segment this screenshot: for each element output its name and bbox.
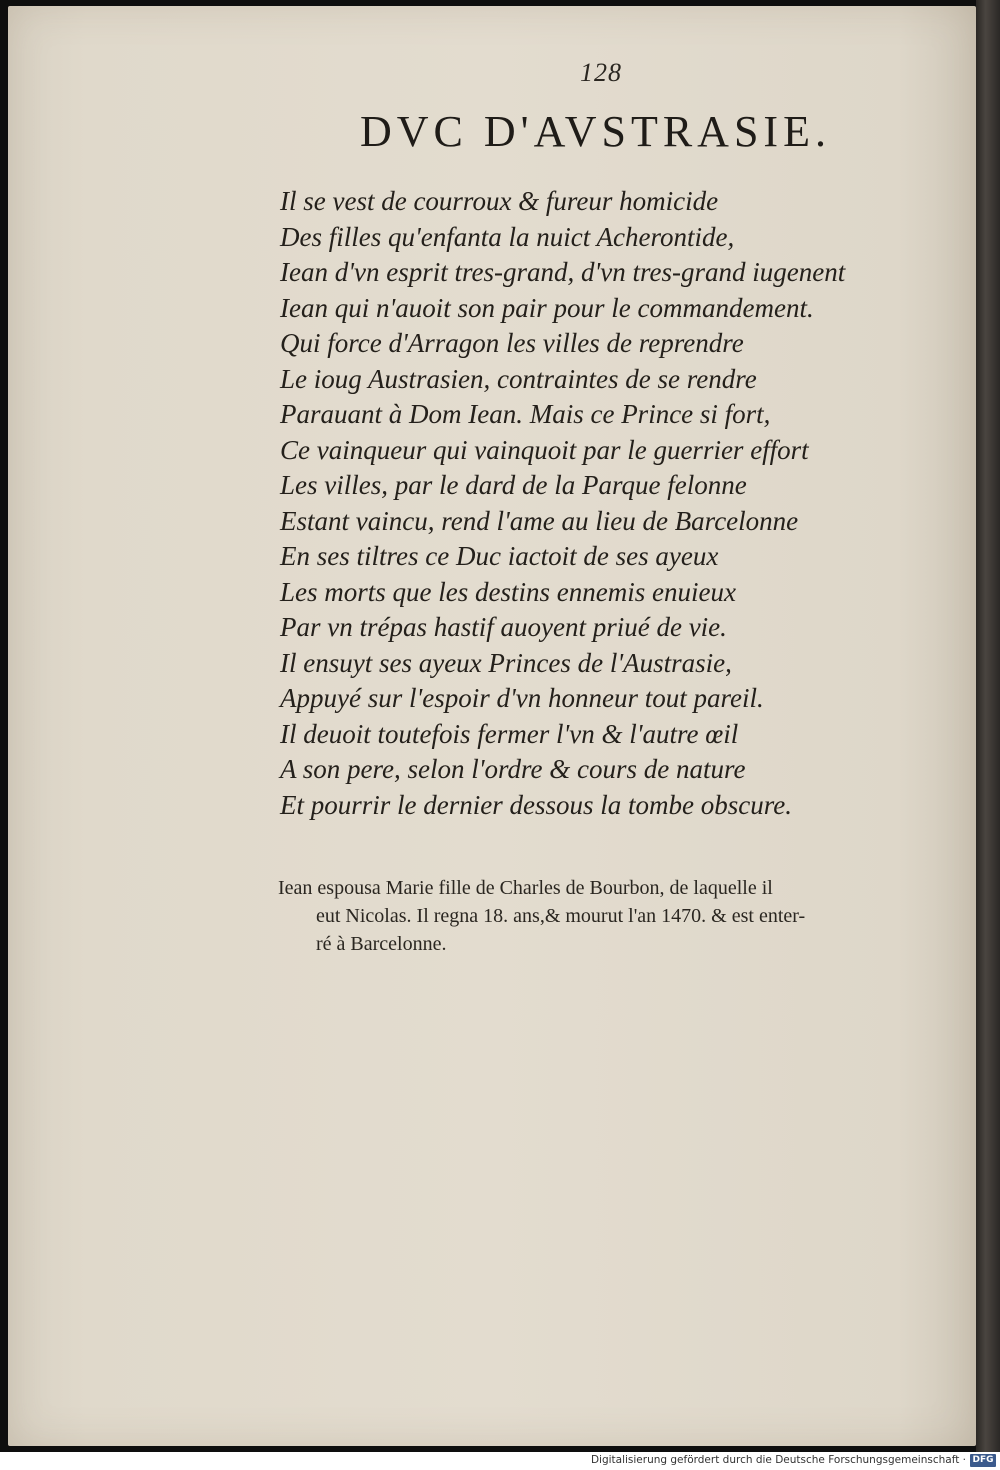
verse-line: Qui force d'Arragon les villes de reprendre xyxy=(280,328,744,358)
prose-note xyxy=(278,874,908,958)
dfg-logo-icon: DFG xyxy=(970,1454,996,1467)
verse-line: Par vn trépas hastif auoyent priué de vie. xyxy=(280,612,727,642)
verse-line: Iean qui n'auoit son pair pour le commandement. xyxy=(280,292,814,323)
verse-line: Il ensuyt ses ayeux Princes de l'Austrasie, xyxy=(280,647,732,678)
verse-line: Et pourrir le dernier dessous la tombe obscure. xyxy=(280,789,792,820)
verse-line: Ce vainqueur qui vainquoit par le guerrier effort xyxy=(280,434,809,465)
verse-line: Parauant à Dom Iean. Mais ce Prince si fort, xyxy=(280,399,771,429)
verse-line: Il deuoit toutefois fermer l'vn & l'autre œil xyxy=(280,718,739,749)
verse-line: Appuyé sur l'espoir d'vn honneur tout pareil. xyxy=(280,683,764,713)
page-number: 128 xyxy=(580,58,622,87)
funding-credit: Digitalisierung gefördert durch die Deutsche Forschungsgemeinschaft · xyxy=(590,1454,966,1466)
verse-line: A son pere, selon l'ordre & cours de nature xyxy=(280,754,746,784)
verse-line: Il se vest de courroux & fureur homicide xyxy=(280,186,719,216)
note-line: ré à Barcelonne. xyxy=(316,933,447,955)
verse-line: Les morts que les destins ennemis enuieux xyxy=(280,576,736,607)
verse-line: Des filles qu'enfanta la nuict Acherontide, xyxy=(280,221,735,252)
note-line: Iean espousa Marie fille de Charles de Bourbon, de laquelle il xyxy=(278,877,773,899)
verse-line: Iean d'vn esprit tres-grand, d'vn tres-grand iugenent xyxy=(280,257,846,287)
book-spine-edge xyxy=(976,0,1000,1452)
verse-line: Les villes, par le dard de la Parque felonne xyxy=(280,470,747,500)
book-page xyxy=(8,6,976,1446)
verse-line: Estant vaincu, rend l'ame au lieu de Barcelonne xyxy=(280,505,799,536)
note-line: eut Nicolas. Il regna 18. ans,& mourut l'an 1470. & est enter- xyxy=(316,905,806,927)
verse-block xyxy=(280,184,960,823)
verse-line: Le ioug Austrasien, contraintes de se rendre xyxy=(280,363,757,394)
footer-bar xyxy=(0,1452,1000,1470)
running-title: DVC D'AVSTRASIE. xyxy=(360,107,831,156)
verse-line: En ses tiltres ce Duc iactoit de ses ayeux xyxy=(280,541,719,571)
